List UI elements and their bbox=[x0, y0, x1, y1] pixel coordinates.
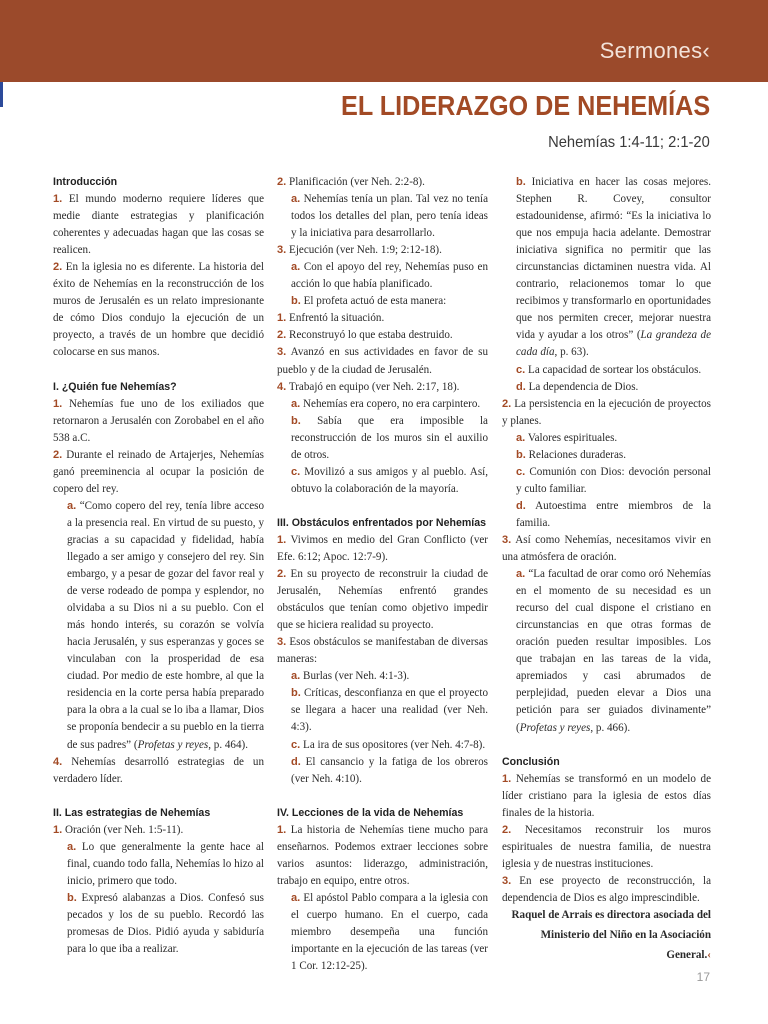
paragraph: 2. Reconstruyó lo que estaba destruido. bbox=[277, 329, 453, 342]
paragraph: c. La ira de sus opositores (ver Neh. 4:7-8). bbox=[291, 738, 486, 751]
paragraph: c. Movilizó a sus amigos y al pueblo. Así, obtuvo la colaboración de la mayoría. bbox=[291, 465, 488, 495]
paragraph: 1. El mundo moderno requiere líderes que medie diante estrategias y planificación coherentes y adecuadas hagan que las cosas se realicen. bbox=[53, 193, 264, 257]
column-2 bbox=[277, 174, 488, 975]
paragraph: 4. Trabajó en equipo (ver Neh. 2:17, 18). bbox=[277, 380, 460, 393]
paragraph: b. Iniciativa en hacer las cosas mejores. Stephen R. Covey, consultor estadounidense, afirmó: “Es la iniciativa lo que nos empuja hacia adelante. Demostrar iniciativa significa no permitir que las circunstancias dictaminen nuestra vida. Al contrario, relacionemos tomar lo que recibimos y transformarlo en oportunidades que nos permiten crecer, mejorar nuestra vida y ayudar a los otros” (La grandeza de cada día, p. 63). bbox=[516, 176, 712, 359]
paragraph: b. El profeta actuó de esta manera: bbox=[291, 295, 447, 308]
paragraph: a. Valores espirituales. bbox=[516, 431, 618, 444]
paragraph: 1. Vivimos en medio del Gran Conflicto (ver Efe. 6:12; Apoc. 12:7-9). bbox=[277, 533, 488, 563]
section-label: Sermones‹ bbox=[599, 38, 710, 63]
paragraph: 2. Durante el reinado de Artajerjes, Nehemías ganó preeminencia al ocupar la posición de copero del rey. bbox=[53, 448, 264, 495]
paragraph: 2. En su proyecto de reconstruir la ciudad de Jerusalén, Nehemías enfrentó grandes obstáculos que tenían como objetivo impedir que se hiciera realidad su proyecto. bbox=[277, 568, 488, 632]
paragraph: 1. Enfrentó la situación. bbox=[277, 312, 385, 325]
paragraph: a. Con el apoyo del rey, Nehemías puso en acción lo que había planificado. bbox=[291, 261, 488, 291]
paragraph: c. La capacidad de sortear los obstáculos. bbox=[516, 363, 702, 376]
paragraph: 3. Avanzó en sus actividades en favor de su pueblo y de la ciudad de Jerusalén. bbox=[277, 346, 488, 376]
paragraph: a. El apóstol Pablo compara a la iglesia con el cuerpo humano. En el cuerpo, cada miembro desempeña una función importante en la ejecución de las tareas (ver 1 Cor. 12:12-25). bbox=[291, 891, 488, 973]
paragraph: 1. Nehemías fue uno de los exiliados que retornaron a Jerusalén con Zorobabel en el año 538 a.C. bbox=[53, 397, 264, 444]
paragraph: d. La dependencia de Dios. bbox=[516, 380, 639, 393]
paragraph: b. Sabía que era imposible la reconstrucción de los muros sin el auxilio de otros. bbox=[291, 414, 488, 461]
heading-section-4: IV. Lecciones de la vida de Nehemías bbox=[277, 806, 464, 819]
paragraph: a. Nehemías tenía un plan. Tal vez no tenía todos los detalles del plan, pero tenía ideas y la iniciativa para desarrollarlo. bbox=[291, 193, 488, 240]
quote-paragraph: a. “Como copero del rey, tenía libre acceso a la presencia real. En virtud de su puesto, y gracias a su capacidad y fidelidad, había llegado a ser amigo y consejero del rey. Sin embargo, y a pesar de gozar del favor real y de verse rodeado de pompa y esplendor, no olvidaba a su Dios ni a su pueblo. Con el más hondo interés, su corazón se volvía hacia Jerusalén, y sus esperanzas y goces se vinculaban con la prosperidad de esa ciudad. Por medio de este hombre, al que la residencia en la corte persa había preparado para la obra a la cual se lo iba a llamar, Dios se proponía bendecir a su pueblo en la tierra de sus padres” (Profetas y reyes, p. 464). bbox=[67, 499, 264, 751]
left-edge-marker bbox=[0, 82, 3, 107]
paragraph: 2. La persistencia en la ejecución de proyectos y planes. bbox=[502, 397, 711, 427]
paragraph: 1. Oración (ver Neh. 1:5-11). bbox=[53, 823, 184, 836]
paragraph: 2. Planificación (ver Neh. 2:2-8). bbox=[277, 176, 425, 188]
arrow-icon: ‹ bbox=[707, 949, 711, 961]
heading-introduccion: Introducción bbox=[53, 176, 118, 188]
column-3 bbox=[502, 174, 711, 907]
paragraph: b. Expresó alabanzas a Dios. Confesó sus pecados y los de su pueblo. Recordó las promesas de Dios. Pidió ayuda y sabiduría para lo que iba a realizar. bbox=[67, 891, 264, 956]
column-1 bbox=[53, 174, 264, 958]
paragraph: d. El cansancio y la fatiga de los obreros (ver Neh. 4:10). bbox=[291, 755, 488, 785]
page-title: EL LIDERAZGO DE NEHEMÍAS bbox=[340, 90, 710, 121]
paragraph: c. Comunión con Dios: devoción personal y culto familiar. bbox=[516, 465, 711, 495]
paragraph: 1. Nehemías se transformó en un modelo de líder cristiano para la iglesia de estos días finales de la historia. bbox=[502, 772, 711, 819]
paragraph: b. Relaciones duraderas. bbox=[516, 448, 626, 461]
paragraph: 2. Necesitamos reconstruir los muros espirituales de nuestra familia, de nuestra iglesia y de nuestras instituciones. bbox=[502, 823, 711, 870]
paragraph: 3. Esos obstáculos se manifestaban de diversas maneras: bbox=[277, 636, 488, 666]
paragraph: 3. Así como Nehemías, necesitamos vivir en una atmósfera de oración. bbox=[502, 533, 711, 564]
paragraph: 4. Nehemías desarrolló estrategias de un verdadero líder. bbox=[53, 755, 264, 785]
paragraph: a. Burlas (ver Neh. 4:1-3). bbox=[291, 670, 410, 683]
paragraph: 3. En ese proyecto de reconstrucción, la dependencia de Dios es algo imprescindible. bbox=[502, 874, 711, 904]
author-signature: Raquel de Arrais es directora asociada del Ministerio del Niño en la Asociación General.‹ bbox=[511, 909, 711, 961]
heading-section-1: I. ¿Quién fue Nehemías? bbox=[53, 380, 177, 393]
paragraph: 3. Ejecución (ver Neh. 1:9; 2:12-18). bbox=[277, 244, 442, 257]
heading-section-2: II. Las estrategias de Nehemías bbox=[53, 806, 211, 819]
heading-conclusion: Conclusión bbox=[502, 755, 560, 768]
quote-paragraph: a. “La facultad de orar como oró Nehemías en el momento de su necesidad es un recurso del cual dispone el cristiano en circunstancias en que otras formas de oración pueden resultar imposibles. Los que trabajan en las tareas de la vida, apremiados y casi abrumados de perplejidad, pueden elevar a Dios una petición para ser guiados divinamente” (Profetas y reyes, p. 466). bbox=[516, 568, 711, 734]
paragraph: a. Lo que generalmente la gente hace al final, cuando todo falla, Nehemías lo hizo al inicio, primero que todo. bbox=[67, 840, 264, 887]
paragraph: a. Nehemías era copero, no era carpintero. bbox=[291, 397, 481, 410]
page-number: 17 bbox=[696, 970, 710, 984]
paragraph: 2. En la iglesia no es diferente. La historia del éxito de Nehemías en la reconstrucción de los muros de Jerusalén es un relato impresionante de cómo Dios condujo la ejecución de un proyecto, a través de un hombre que decidió colocarse en sus manos. bbox=[53, 261, 264, 359]
paragraph: 1. La historia de Nehemías tiene mucho para enseñarnos. Podemos extraer lecciones sobre varios asuntos: liderazgo, administración, trabajo en equipo, entre otros. bbox=[277, 823, 488, 887]
page-subtitle: Nehemías 1:4-11; 2:1-20 bbox=[548, 134, 710, 151]
heading-section-3: III. Obstáculos enfrentados por Nehemías bbox=[277, 516, 486, 529]
paragraph: d. Autoestima entre miembros de la familia. bbox=[516, 499, 711, 529]
paragraph: b. Críticas, desconfianza en que el proyecto se llegara a hacer una realidad (ver Neh. 4:3). bbox=[291, 687, 488, 734]
